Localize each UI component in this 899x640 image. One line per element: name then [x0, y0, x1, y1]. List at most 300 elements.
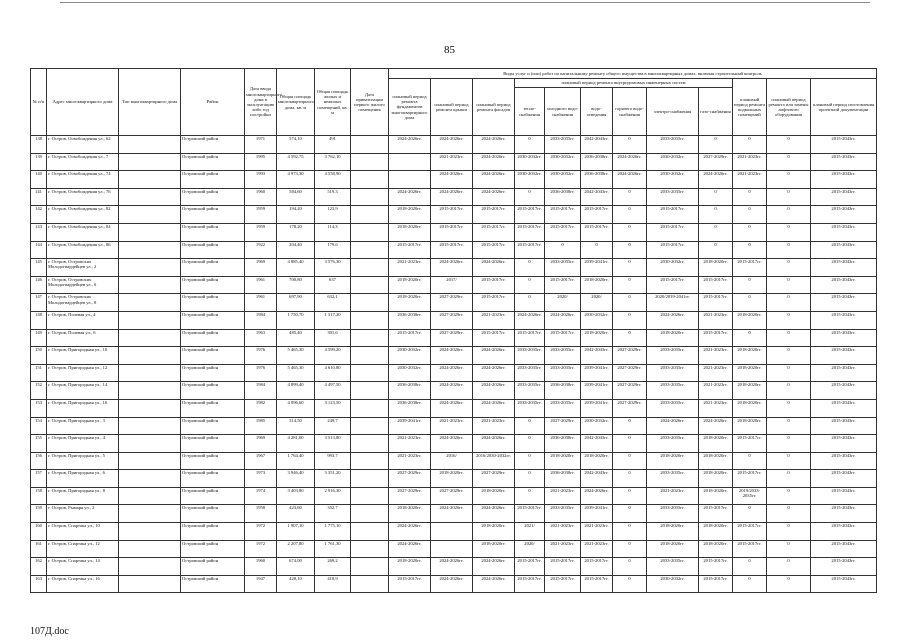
row-elevators: 0: [767, 470, 811, 488]
row-roofs: 2024-2026гг.: [431, 435, 473, 453]
row-basements: 0: [733, 452, 767, 470]
row-house-type: [119, 294, 181, 312]
row-hot-water: 2024-2026гг.: [613, 171, 647, 189]
row-total-area: 485,40: [277, 329, 315, 347]
row-hot-water: 0: [613, 575, 647, 593]
row-basements: 2015-2017гг.: [733, 470, 767, 488]
row-cold-water: 2015-2017гг.: [545, 206, 581, 224]
row-house-type: [119, 417, 181, 435]
header-electric: электро-снабжения: [647, 88, 699, 136]
table-row: [31, 153, 877, 171]
row-total-area: 4 096,60: [277, 399, 315, 417]
row-foundation: 2018-2020гг.: [389, 206, 431, 224]
row-foundation: 2027-2029гг.: [389, 487, 431, 505]
row-address: г. Остров, Спартака ул., 14: [47, 558, 119, 576]
row-electric: 2033-2035гг.: [647, 435, 699, 453]
row-hot-water: 0: [613, 487, 647, 505]
row-heat: 0: [515, 136, 545, 154]
row-hot-water: 0: [613, 435, 647, 453]
row-hot-water: 2027-2029гг.: [613, 364, 647, 382]
header-heat: тепло-снабжения: [515, 88, 545, 136]
row-project-docs: 2015-2043гг.: [811, 311, 877, 329]
row-facades: 2027-2029гг.: [473, 470, 515, 488]
row-sewer: 2015-2017гг.: [581, 206, 613, 224]
row-heat: 2015-2017гг.: [515, 575, 545, 593]
row-living-area: 3 762,10: [315, 153, 351, 171]
row-number: 150: [31, 347, 47, 365]
row-number: 142: [31, 206, 47, 224]
row-heat: 0: [515, 417, 545, 435]
row-roofs: 2027-2029гг.: [431, 294, 473, 312]
row-roofs: 2027-2029гг.: [431, 311, 473, 329]
row-cold-water: 2027-2029гг.: [545, 417, 581, 435]
row-roofs: 2015-2017гг.: [431, 223, 473, 241]
row-year: 1985: [245, 417, 277, 435]
row-electric: 2018-2020гг.: [647, 329, 699, 347]
row-elevators: 0: [767, 259, 811, 277]
row-sewer: 2042-2043гг.: [581, 188, 613, 206]
row-year: 1973: [245, 470, 277, 488]
row-address: г. Остров, Пригородная ул., 8: [47, 487, 119, 505]
row-district: Островский район: [181, 399, 245, 417]
row-house-type: [119, 241, 181, 259]
row-electric: 2021-2023гг.: [647, 487, 699, 505]
row-address: г. Остров, Освобождения ул., 62: [47, 136, 119, 154]
row-elevators: 0: [767, 382, 811, 400]
row-address: г. Остров, Полевая ул., 6: [47, 329, 119, 347]
row-elevators: 0: [767, 364, 811, 382]
row-gas: 2024-2026гг.: [699, 171, 733, 189]
row-number: 148: [31, 311, 47, 329]
row-project-docs: 2015-2043гг.: [811, 523, 877, 541]
row-district: Островский район: [181, 382, 245, 400]
row-roofs: 2016/: [431, 452, 473, 470]
row-basements: 2021-2023гг.: [733, 153, 767, 171]
row-number: 155: [31, 435, 47, 453]
table-row: [31, 171, 877, 189]
row-elevators: 0: [767, 417, 811, 435]
row-house-type: [119, 487, 181, 505]
row-house-type: [119, 223, 181, 241]
row-address: г. Остров, Пригородная ул., 16: [47, 399, 119, 417]
row-hot-water: 0: [613, 188, 647, 206]
header-district: Район: [181, 69, 245, 136]
row-roofs: 2024-2026гг.: [431, 188, 473, 206]
row-project-docs: 2015-2043гг.: [811, 276, 877, 294]
row-address: г. Остров, Пригородная ул., 10: [47, 347, 119, 365]
page-number: 85: [444, 44, 455, 56]
row-address: г. Остров, Пригородная ул., 3: [47, 417, 119, 435]
row-gas: 2015-2017гг.: [699, 558, 733, 576]
row-heat: 0: [515, 435, 545, 453]
row-district: Островский район: [181, 470, 245, 488]
row-privatization: [351, 505, 389, 523]
row-hot-water: 0: [613, 241, 647, 259]
row-year: 1993: [245, 171, 277, 189]
row-cold-water: 2036-2038гг.: [545, 188, 581, 206]
row-electric: 2030-2032гг.: [647, 575, 699, 593]
row-living-area: 4 558,90: [315, 171, 351, 189]
row-hot-water: 0: [613, 505, 647, 523]
row-elevators: 0: [767, 206, 811, 224]
row-hot-water: 0: [613, 311, 647, 329]
row-sewer: 2039-2041гг.: [581, 505, 613, 523]
row-total-area: 5 465,30: [277, 347, 315, 365]
row-facades: 2024-2026гг.: [473, 505, 515, 523]
row-basements: 2018-2020гг.: [733, 364, 767, 382]
row-foundation: 2036-2038гг.: [389, 399, 431, 417]
row-heat: 2015-2017гг.: [515, 558, 545, 576]
row-number: 147: [31, 294, 47, 312]
header-privatization: Дата приватизации первого жилого помещения: [351, 69, 389, 136]
row-living-area: 1 761,30: [315, 540, 351, 558]
row-heat: 0: [515, 452, 545, 470]
row-sewer: 2042-2043гг.: [581, 347, 613, 365]
row-electric: 2033-2035гг.: [647, 505, 699, 523]
row-roofs: 2015-2017гг.: [431, 241, 473, 259]
row-foundation: 2015-2017гг.: [389, 575, 431, 593]
row-elevators: 0: [767, 558, 811, 576]
row-roofs: 2024-2026гг.: [431, 171, 473, 189]
row-roofs: 2021-2023гг.: [431, 417, 473, 435]
table-row: [31, 558, 877, 576]
row-number: 151: [31, 364, 47, 382]
row-living-area: 637: [315, 276, 351, 294]
header-hot-water: горячего водо-снабжения: [613, 88, 647, 136]
row-facades: 2024-2026гг.: [473, 575, 515, 593]
row-gas: 2015-2017гг.: [699, 294, 733, 312]
row-foundation: 2024-2026гг.: [389, 540, 431, 558]
row-project-docs: 2015-2043гг.: [811, 206, 877, 224]
row-district: Островский район: [181, 188, 245, 206]
row-total-area: 1 764,40: [277, 452, 315, 470]
row-sewer: 2021-2023гг.: [581, 540, 613, 558]
header-systems-group: плановый период ремонта внутридомовых инженерных систем: [515, 79, 733, 88]
row-gas: 0: [699, 188, 733, 206]
footer-filename: 107Д.doc: [30, 626, 69, 637]
row-living-area: 352,7: [315, 505, 351, 523]
row-foundation: [389, 153, 431, 171]
row-basements: 0: [733, 223, 767, 241]
row-basements: 2018-2020гг.: [733, 382, 767, 400]
row-living-area: 3 351,20: [315, 470, 351, 488]
row-cold-water: 2030-2032гг.: [545, 171, 581, 189]
row-foundation: 2030-2032гг.: [389, 364, 431, 382]
row-house-type: [119, 382, 181, 400]
row-elevators: 0: [767, 153, 811, 171]
row-roofs: 2024-2026гг.: [431, 364, 473, 382]
header-total-area: Общая площадь многоквартирного дома, кв. м: [277, 69, 315, 136]
row-address: г. Остров, Спартака ул., 16: [47, 575, 119, 593]
row-roofs: 2018-2020гг.: [431, 470, 473, 488]
row-facades: 2024-2026гг.: [473, 382, 515, 400]
row-privatization: [351, 399, 389, 417]
row-living-area: 179,6: [315, 241, 351, 259]
row-house-type: [119, 452, 181, 470]
row-electric: 2033-2035гг.: [647, 382, 699, 400]
row-house-type: [119, 329, 181, 347]
row-heat: 2015-2017гг.: [515, 241, 545, 259]
row-facades: 2015-2017гг.: [473, 276, 515, 294]
table-body: [31, 136, 877, 593]
row-electric: 2020/2039-2041гг.: [647, 294, 699, 312]
row-cold-water: 2015-2017гг.: [545, 558, 581, 576]
row-project-docs: 2015-2043гг.: [811, 417, 877, 435]
table-row: [31, 523, 877, 541]
row-facades: 2015-2017гг.: [473, 294, 515, 312]
row-year: 1961: [245, 276, 277, 294]
table-row: [31, 259, 877, 277]
row-address: г. Остров, Пригородная ул., 4: [47, 435, 119, 453]
row-number: 161: [31, 540, 47, 558]
row-privatization: [351, 171, 389, 189]
header-roofs: плановый период ремонта крыши: [431, 79, 473, 136]
row-district: Островский район: [181, 311, 245, 329]
row-facades: 2015-2017гг.: [473, 241, 515, 259]
row-number: 154: [31, 417, 47, 435]
row-foundation: [389, 171, 431, 189]
row-number: 157: [31, 470, 47, 488]
row-living-area: 3 123,50: [315, 399, 351, 417]
row-heat: 0: [515, 188, 545, 206]
row-year: 1960: [245, 188, 277, 206]
row-privatization: [351, 223, 389, 241]
row-roofs: 2027-2029гг.: [431, 329, 473, 347]
row-project-docs: 2015-2043гг.: [811, 347, 877, 365]
row-heat: 2021/: [515, 523, 545, 541]
row-sewer: 2039-2041гг.: [581, 399, 613, 417]
row-cold-water: 2015-2017гг.: [545, 276, 581, 294]
row-project-docs: 2015-2043гг.: [811, 540, 877, 558]
row-sewer: 2015-2017гг.: [581, 558, 613, 576]
row-hot-water: 0: [613, 276, 647, 294]
row-district: Островский район: [181, 505, 245, 523]
row-electric: 2033-2035гг.: [647, 364, 699, 382]
row-year: 1976: [245, 347, 277, 365]
row-house-type: [119, 505, 181, 523]
row-cold-water: 2033-2035гг.: [545, 136, 581, 154]
row-foundation: 2024-2026гг.: [389, 188, 431, 206]
row-facades: 2024-2026гг.: [473, 558, 515, 576]
row-privatization: [351, 558, 389, 576]
row-roofs: 2015-2017гг.: [431, 206, 473, 224]
row-electric: 2018-2020гг.: [647, 523, 699, 541]
header-basements: плановый период ремонта подвальных помещений: [733, 79, 767, 136]
row-district: Островский район: [181, 153, 245, 171]
row-number: 140: [31, 171, 47, 189]
row-district: Островский район: [181, 171, 245, 189]
row-gas: 2018-2020гг.: [699, 540, 733, 558]
row-roofs: 2021-2023гг.: [431, 153, 473, 171]
row-gas: 2018-2020гг.: [699, 487, 733, 505]
row-basements: 0: [733, 558, 767, 576]
row-electric: 2018-2020гг.: [647, 540, 699, 558]
row-gas: 2015-2017гг.: [699, 575, 733, 593]
row-heat: 2033-2035гг.: [515, 364, 545, 382]
row-house-type: [119, 311, 181, 329]
row-project-docs: 2015-2043гг.: [811, 241, 877, 259]
table-row: [31, 540, 877, 558]
row-basements: 2015-2017гг.: [733, 523, 767, 541]
table-row: [31, 329, 877, 347]
row-sewer: 2015-2017гг.: [581, 575, 613, 593]
row-living-area: 1 775,10: [315, 523, 351, 541]
row-district: Островский район: [181, 259, 245, 277]
row-sewer: 2030-2032гг.: [581, 311, 613, 329]
row-living-area: 3 576,30: [315, 259, 351, 277]
row-cold-water: 2018-2020гг.: [545, 452, 581, 470]
row-heat: 0: [515, 470, 545, 488]
row-privatization: [351, 540, 389, 558]
row-cold-water: 2021-2023гг.: [545, 540, 581, 558]
row-year: 1967: [245, 452, 277, 470]
row-cold-water: 2036-2038гг.: [545, 470, 581, 488]
row-basements: 0: [733, 276, 767, 294]
table-row: [31, 575, 877, 593]
row-electric: 2015-2017гг.: [647, 276, 699, 294]
row-year: 1971: [245, 136, 277, 154]
row-address: г. Остров, Островских Молодогвардейцев ул., 2: [47, 259, 119, 277]
row-gas: 2018-2020гг.: [699, 523, 733, 541]
table-row: [31, 136, 877, 154]
row-privatization: [351, 153, 389, 171]
row-number: 144: [31, 241, 47, 259]
row-gas: 2018-2020гг.: [699, 470, 733, 488]
row-hot-water: 0: [613, 223, 647, 241]
row-hot-water: 0: [613, 523, 647, 541]
row-project-docs: 2015-2043гг.: [811, 329, 877, 347]
row-gas: 2021-2023гг.: [699, 311, 733, 329]
row-number: 146: [31, 276, 47, 294]
row-hot-water: 0: [613, 417, 647, 435]
row-total-area: 194,20: [277, 206, 315, 224]
row-privatization: [351, 136, 389, 154]
row-district: Островский район: [181, 206, 245, 224]
row-year: 1947: [245, 575, 277, 593]
header-year: Дата ввода многоквартирного дома в эксплуатацию либо год постройки: [245, 69, 277, 136]
repair-schedule-table-wrap: [30, 68, 876, 593]
row-total-area: 5 465,30: [277, 364, 315, 382]
row-gas: 2018-2020гг.: [699, 452, 733, 470]
row-electric: 2018-2020гг.: [647, 452, 699, 470]
row-house-type: [119, 470, 181, 488]
row-basements: 2015-2017гг.: [733, 259, 767, 277]
row-living-area: 491: [315, 136, 351, 154]
row-cold-water: 2033-2035гг.: [545, 399, 581, 417]
header-living-area: Общая площадь жилых и нежилых помещений, кв. м: [315, 69, 351, 136]
row-address: г. Остров, Освобождения ул., 86: [47, 241, 119, 259]
row-year: 1972: [245, 523, 277, 541]
row-basements: 2018-2020гг.: [733, 347, 767, 365]
row-roofs: 2024-2026гг.: [431, 558, 473, 576]
row-sewer: 2036-2038гг.: [581, 153, 613, 171]
row-foundation: 2027-2029гг.: [389, 470, 431, 488]
row-project-docs: 2015-2043гг.: [811, 575, 877, 593]
row-sewer: 2039-2041гг.: [581, 259, 613, 277]
row-facades: 2018-2020гг.: [473, 540, 515, 558]
row-cold-water: 0: [545, 241, 581, 259]
row-sewer: 2018-2020гг.: [581, 329, 613, 347]
row-total-area: 3 946,40: [277, 470, 315, 488]
row-privatization: [351, 452, 389, 470]
row-total-area: 204,40: [277, 241, 315, 259]
row-gas: 2015-2017гг.: [699, 505, 733, 523]
header-facades: плановый период ремонта фасадов: [473, 79, 515, 136]
row-living-area: 4 610,80: [315, 364, 351, 382]
row-basements: 2018-2020гг.: [733, 417, 767, 435]
row-year: 1976: [245, 364, 277, 382]
row-basements: 2019/2033-2035гг.: [733, 487, 767, 505]
row-electric: 2033-2035гг.: [647, 558, 699, 576]
row-elevators: 0: [767, 311, 811, 329]
row-heat: 0: [515, 487, 545, 505]
row-facades: 2024-2026гг.: [473, 347, 515, 365]
row-gas: 2024-2026гг.: [699, 417, 733, 435]
row-total-area: 2 207,80: [277, 540, 315, 558]
row-sewer: 0: [581, 241, 613, 259]
row-foundation: 2030-2032гг.: [389, 347, 431, 365]
row-living-area: 632,1: [315, 294, 351, 312]
row-privatization: [351, 206, 389, 224]
row-cold-water: 2033-2035гг.: [545, 259, 581, 277]
row-sewer: 2042-2043гг.: [581, 136, 613, 154]
row-foundation: 2018-2020гг.: [389, 276, 431, 294]
table-row: [31, 223, 877, 241]
row-foundation: 2021-2023гг.: [389, 452, 431, 470]
table-row: [31, 487, 877, 505]
row-address: г. Остров, Пригородная ул., 14: [47, 382, 119, 400]
row-elevators: 0: [767, 171, 811, 189]
row-number: 159: [31, 505, 47, 523]
row-number: 160: [31, 523, 47, 541]
row-facades: 2024-2026гг.: [473, 153, 515, 171]
row-electric: 2024-2026гг.: [647, 311, 699, 329]
row-address: г. Остров, Освобождения ул., 7: [47, 153, 119, 171]
row-facades: 2021-2023гг.: [473, 417, 515, 435]
header-sewer: водо-отведения: [581, 88, 613, 136]
row-year: 1974: [245, 487, 277, 505]
header-num: № п/п: [31, 69, 47, 136]
row-roofs: 2024-2026гг.: [431, 259, 473, 277]
row-number: 158: [31, 487, 47, 505]
row-facades: 2024-2026гг.: [473, 136, 515, 154]
row-gas: 2027-2029гг.: [699, 153, 733, 171]
row-total-area: 428,10: [277, 575, 315, 593]
row-cold-water: 2015-2017гг.: [545, 575, 581, 593]
row-project-docs: 2015-2043гг.: [811, 188, 877, 206]
row-elevators: 0: [767, 505, 811, 523]
row-basements: 0: [733, 329, 767, 347]
row-elevators: 0: [767, 136, 811, 154]
row-address: г. Остров, Освобождения ул., 74: [47, 171, 119, 189]
row-house-type: [119, 347, 181, 365]
row-number: 143: [31, 223, 47, 241]
row-project-docs: 2015-2043гг.: [811, 259, 877, 277]
row-foundation: 2018-2020гг.: [389, 294, 431, 312]
row-living-area: 269,2: [315, 558, 351, 576]
table-row: [31, 347, 877, 365]
row-foundation: 2036-2038гг.: [389, 311, 431, 329]
row-living-area: 2 916,30: [315, 487, 351, 505]
row-cold-water: 2024-2026гг.: [545, 311, 581, 329]
row-house-type: [119, 558, 181, 576]
row-hot-water: 2027-2029гг.: [613, 382, 647, 400]
row-roofs: 2027-2029гг.: [431, 487, 473, 505]
row-number: 153: [31, 399, 47, 417]
row-elevators: 0: [767, 276, 811, 294]
row-hot-water: 0: [613, 452, 647, 470]
row-address: г. Остров, Спартака ул., 10: [47, 523, 119, 541]
